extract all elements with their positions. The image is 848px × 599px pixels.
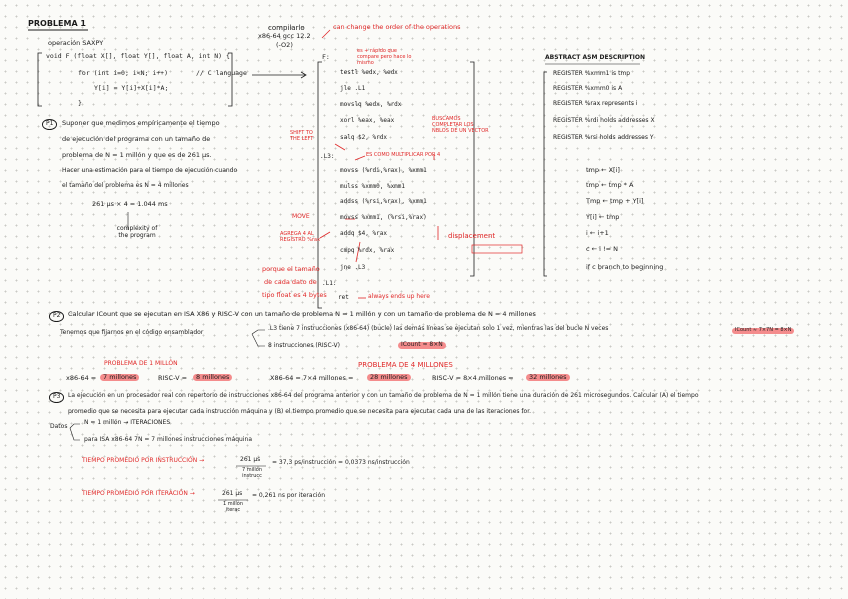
pseudo-line: tmp ← X[i] (586, 166, 620, 174)
p2-branch-x86: .L3 tiene 7 instrucciones (x86-64) (bucle) las demás líneas se ejecutan solo 1 vez, mientras las del bucle N veces (268, 325, 609, 332)
asm-line: movslq %edx, %rdx (340, 101, 402, 108)
asm-line: movss %xmm1, (%rsi,%rax) (340, 214, 427, 221)
p3-marker: P3 (49, 392, 64, 403)
pseudo-line: tmp ← tmp * A (586, 181, 634, 189)
p3-time-instr-num: 261 µs (240, 456, 261, 463)
abstract-item: REGISTER %rsi holds addresses Y (553, 134, 654, 141)
p2-marker: P2 (49, 311, 64, 322)
p2-riscv-4m-value: 32 millones (526, 374, 570, 381)
annotation-multiply: ES COMO MULTIPLICAR POR 4 (366, 152, 441, 158)
code-line: } (78, 99, 82, 107)
annotation-faster: es + rápido que compare pero hace lo mismo (357, 48, 412, 66)
asm-line: mulss %xmm0, %xmm1 (340, 183, 406, 190)
abstract-title: ABSTRACT ASM DESCRIPTION (545, 54, 646, 61)
asm-line: jle .L1 (340, 85, 366, 92)
p2-x86-4m-value: 28 millones (367, 374, 411, 381)
p3-time-iter-result: = 0,261 ns por iteración (252, 492, 326, 499)
annotation-displacement: displacement (448, 232, 496, 240)
abstract-item: REGISTER %xmm1 is tmp (553, 70, 631, 77)
p2-question: Calcular ICount que se ejecutan en ISA X86 y RISC-V con un tamaño de problema N = 1 millón y con un tamaño de problema de N = 4 millones (68, 310, 536, 318)
p3-time-instr-den: 7 millón instrucc (241, 467, 263, 479)
annotation-buscamos: BUSCAMOS COMPLETAR LOS NBLOS DE UN VECTOR (432, 116, 489, 134)
p3-text-2: promedio que se necesita para ejecutar cada instrucción máquina y (B) el tiempo promedio que se necesita para ejecutar cada una de las iteraciones for. (68, 408, 532, 415)
p3-time-instr-result: = 37,3 ps/instrucción = 0,0373 ns/instrucción (272, 459, 410, 466)
annotation-ret: always ends up here (368, 293, 430, 300)
p2-icount-badge: ICount ≈ 8×N (398, 342, 446, 349)
asm-line: cmpq %rdx, %rax (340, 247, 395, 254)
p2-x86-1m-label: x86-64 = (66, 374, 97, 382)
annotation-shift-left: SHIFT TO THE LEFT (290, 130, 314, 142)
pseudo-line: c ← i != N (586, 245, 619, 253)
asm-line: addq $4, %rax (340, 230, 387, 237)
p2-x86-1m-value: 7 millones (100, 374, 139, 381)
asm-line: jne .L3 (340, 264, 366, 271)
p2-branch-riscv: 8 instrucciones (RISC-V) (268, 342, 340, 349)
asm-line: movss (%rdi,%rax), %xmm1 (340, 167, 427, 174)
p2-icount-badge-2: ICount ≈ 7×7N = 8×N (732, 328, 794, 334)
abstract-item: REGISTER %xmm0 is A (553, 85, 623, 92)
asm-line: addss (%rsi,%rax), %xmm1 (340, 198, 427, 205)
pseudo-line: Y[i] ← tmp (586, 213, 620, 221)
p2-x86-4m-label: X86-64 = 7×4 millones = (270, 374, 354, 382)
asm-line: xorl %eax, %eax (340, 117, 395, 124)
code-line: void F (float X[], float Y[], float A, int N) { (46, 52, 230, 60)
p3-datos-iter: N = 1 millón → ITERACIONES (84, 419, 171, 426)
p1-calculation: 261 µs × 4 = 1.044 ms (92, 200, 168, 208)
p2-riscv-1m-value: 8 millones (193, 374, 232, 381)
code-line: for (int i=0; i<N; i++) (78, 69, 169, 77)
p3-datos-label: Datos (50, 423, 68, 430)
p3-time-iter-num: 261 µs (222, 490, 243, 497)
code-comment: // C language (196, 69, 247, 77)
p2-tenemos: Tenemos que fijarnos en el código ensamblador (60, 329, 204, 336)
pseudo-line: if c branch to beginning (586, 263, 664, 271)
abstract-item: REGISTER %rax represents i (553, 100, 638, 107)
p2-riscv-4m-label: RISC-V = 8×4 millones = (432, 374, 514, 382)
compiler-note: can change the order of the operations (333, 23, 461, 31)
annotation-agrega: AGREGA 4 AL REGISTRO %rax (280, 231, 321, 243)
asm-line: ret (338, 294, 349, 301)
p2-col1-title: PROBLEMA DE 1 MILLÓN (104, 360, 178, 367)
asm-label-l1: .L1: (322, 280, 337, 287)
asm-label-l3: .L3: (320, 153, 335, 160)
p1-complexity-note: complexity of the program (116, 225, 158, 239)
operation-label: operación SAXPY (48, 39, 104, 47)
abstract-item: REGISTER %rdi holds addresses X (553, 117, 655, 124)
p3-time-iter-den: 1 millón iterac (222, 501, 244, 513)
p3-text-1: La ejecución en un procesador real con repertorio de instrucciones x86-64 del programa anterior y con un tamaño de problema de N = 1 millón tiene una duración de 261 microsegundos. Calcular (A) el tiempo (68, 392, 699, 399)
code-line: Y[i] = Y[i]+X[i]*A; (94, 84, 169, 92)
p3-datos-instr: para ISA x86-64 7N = 7 millones instrucciones máquina (84, 436, 253, 443)
asm-line: salq $2, %rdx (340, 134, 387, 141)
p2-col2-title: PROBLEMA DE 4 MILLONES (358, 361, 453, 369)
p3-time-iter-label: TIEMPO PROMEDIO POR ITERACIÓN → (82, 490, 195, 497)
asm-label: F: (322, 53, 330, 61)
p1-marker: P1 (42, 119, 57, 130)
pseudo-line: Tmp ← tmp + Y[i] (586, 197, 644, 205)
p2-riscv-1m-label: RISC-V = (158, 374, 188, 382)
problem-title: PROBLEMA 1 (28, 19, 86, 28)
annotation-move: MOVE (292, 213, 310, 220)
pseudo-line: i ← i+1 (586, 229, 609, 237)
p3-time-instr-label: TIEMPO PROMEDIO POR INSTRUCCIÓN → (82, 457, 205, 464)
asm-line: testl %edx, %edx (340, 69, 398, 76)
